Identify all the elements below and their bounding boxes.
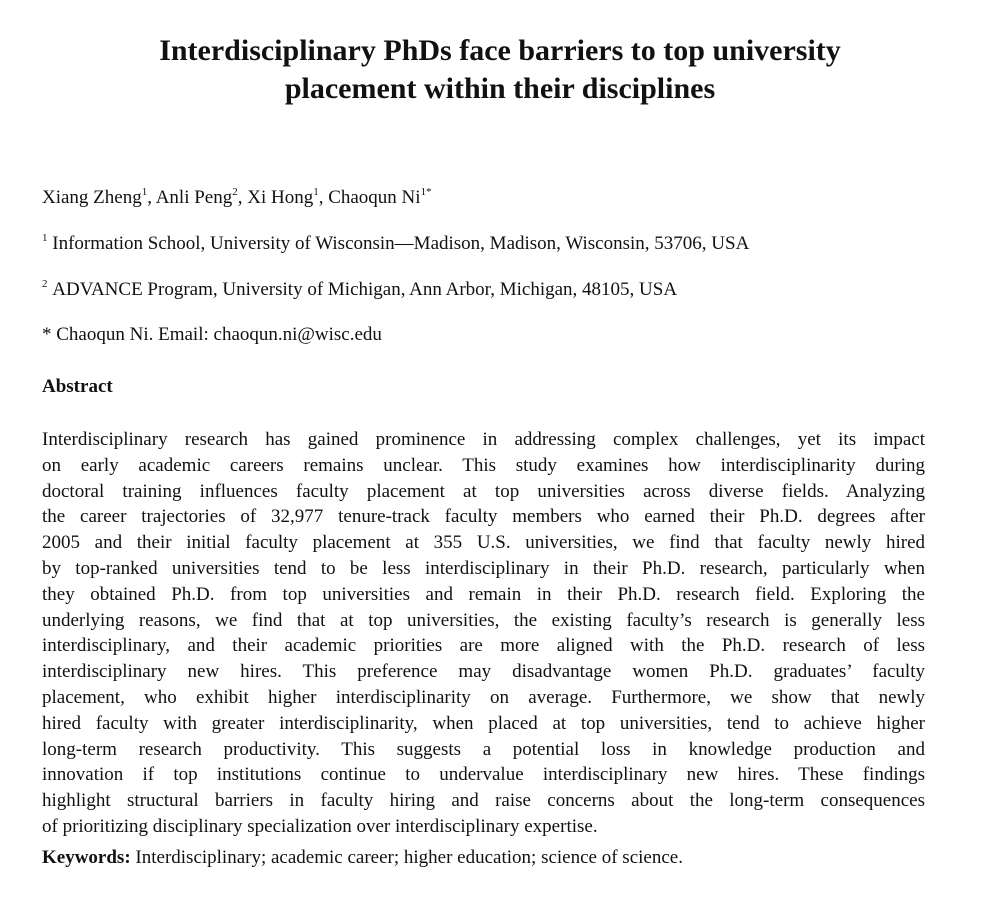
affiliation-mark: 1 — [42, 232, 48, 244]
abstract-line: on early academic careers remains unclear. This study examines how interdisciplinarity during — [42, 454, 925, 476]
author-name: Xiang Zheng — [42, 187, 142, 208]
author-affiliation-mark: 1 — [141, 186, 148, 198]
abstract-line: by top-ranked universities tend to be less interdisciplinary in their Ph.D. research, particularly when — [42, 557, 925, 579]
keywords-label: Keywords: — [42, 847, 131, 868]
abstract-line: long-term research productivity. This suggests a potential loss in knowledge production and — [42, 738, 925, 760]
abstract-line: doctoral training influences faculty placement at top universities across diverse fields. Analyzing — [42, 480, 925, 502]
affiliation-text: Information School, University of Wisconsin—Madison, Madison, Wisconsin, 53706, USA — [52, 233, 750, 254]
abstract-line: innovation if top institutions continue to undervalue interdisciplinary new hires. These findings — [42, 764, 925, 786]
title-line: Interdisciplinary PhDs face barriers to top university — [159, 34, 841, 67]
abstract-line: highlight structural barriers in faculty hiring and raise concerns about the long-term consequences — [42, 790, 925, 812]
abstract-line: they obtained Ph.D. from top universities and remain in their Ph.D. research field. Exploring the — [42, 583, 925, 605]
author-affiliation-mark: 1* — [420, 186, 432, 198]
abstract-heading: Abstract — [42, 376, 113, 397]
abstract-body — [42, 427, 925, 840]
paper-title — [80, 32, 920, 108]
author-list — [42, 186, 432, 210]
abstract-line: underlying reasons, we find that at top universities, the existing faculty’s research is generally less — [42, 609, 925, 631]
affiliation — [42, 278, 677, 302]
author-name: Xi Hong — [247, 187, 314, 208]
abstract-line: placement, who exhibit higher interdisciplinarity on average. Furthermore, we show that newly — [42, 686, 925, 708]
corresponding-author: * Chaoqun Ni. Email: chaoqun.ni@wisc.edu — [42, 324, 382, 345]
author-separator: , — [147, 187, 156, 208]
title-line: placement within their disciplines — [284, 72, 716, 105]
abstract-line: interdisciplinary new hires. This preference may disadvantage women Ph.D. graduates’ faculty — [42, 661, 925, 683]
abstract-line: the career trajectories of 32,977 tenure-track faculty members who earned their Ph.D. degrees after — [42, 506, 925, 528]
abstract-line: 2005 and their initial faculty placement at 355 U.S. universities, we find that faculty newly hired — [42, 532, 925, 554]
abstract-line: interdisciplinary, and their academic priorities are more aligned with the Ph.D. research of less — [42, 635, 925, 657]
author-name: Chaoqun Ni — [328, 187, 421, 208]
author-separator: , — [318, 187, 329, 208]
author-affiliation-mark: 1 — [313, 186, 319, 198]
author-affiliation-mark: 2 — [232, 186, 238, 198]
author-separator: , — [237, 187, 248, 208]
keywords-text: Interdisciplinary; academic career; higher education; science of science. — [130, 847, 683, 868]
abstract-line: of prioritizing disciplinary specialization over interdisciplinary expertise. — [42, 815, 598, 837]
keywords — [42, 846, 683, 870]
affiliation-mark: 2 — [42, 278, 48, 290]
author-name: Anli Peng — [155, 187, 233, 208]
affiliation — [42, 232, 749, 256]
abstract-line: hired faculty with greater interdisciplinarity, when placed at top universities, tend to achieve higher — [42, 712, 925, 734]
affiliation-text: ADVANCE Program, University of Michigan, Ann Arbor, Michigan, 48105, USA — [52, 279, 678, 300]
abstract-line: Interdisciplinary research has gained prominence in addressing complex challenges, yet its impact — [42, 429, 925, 450]
